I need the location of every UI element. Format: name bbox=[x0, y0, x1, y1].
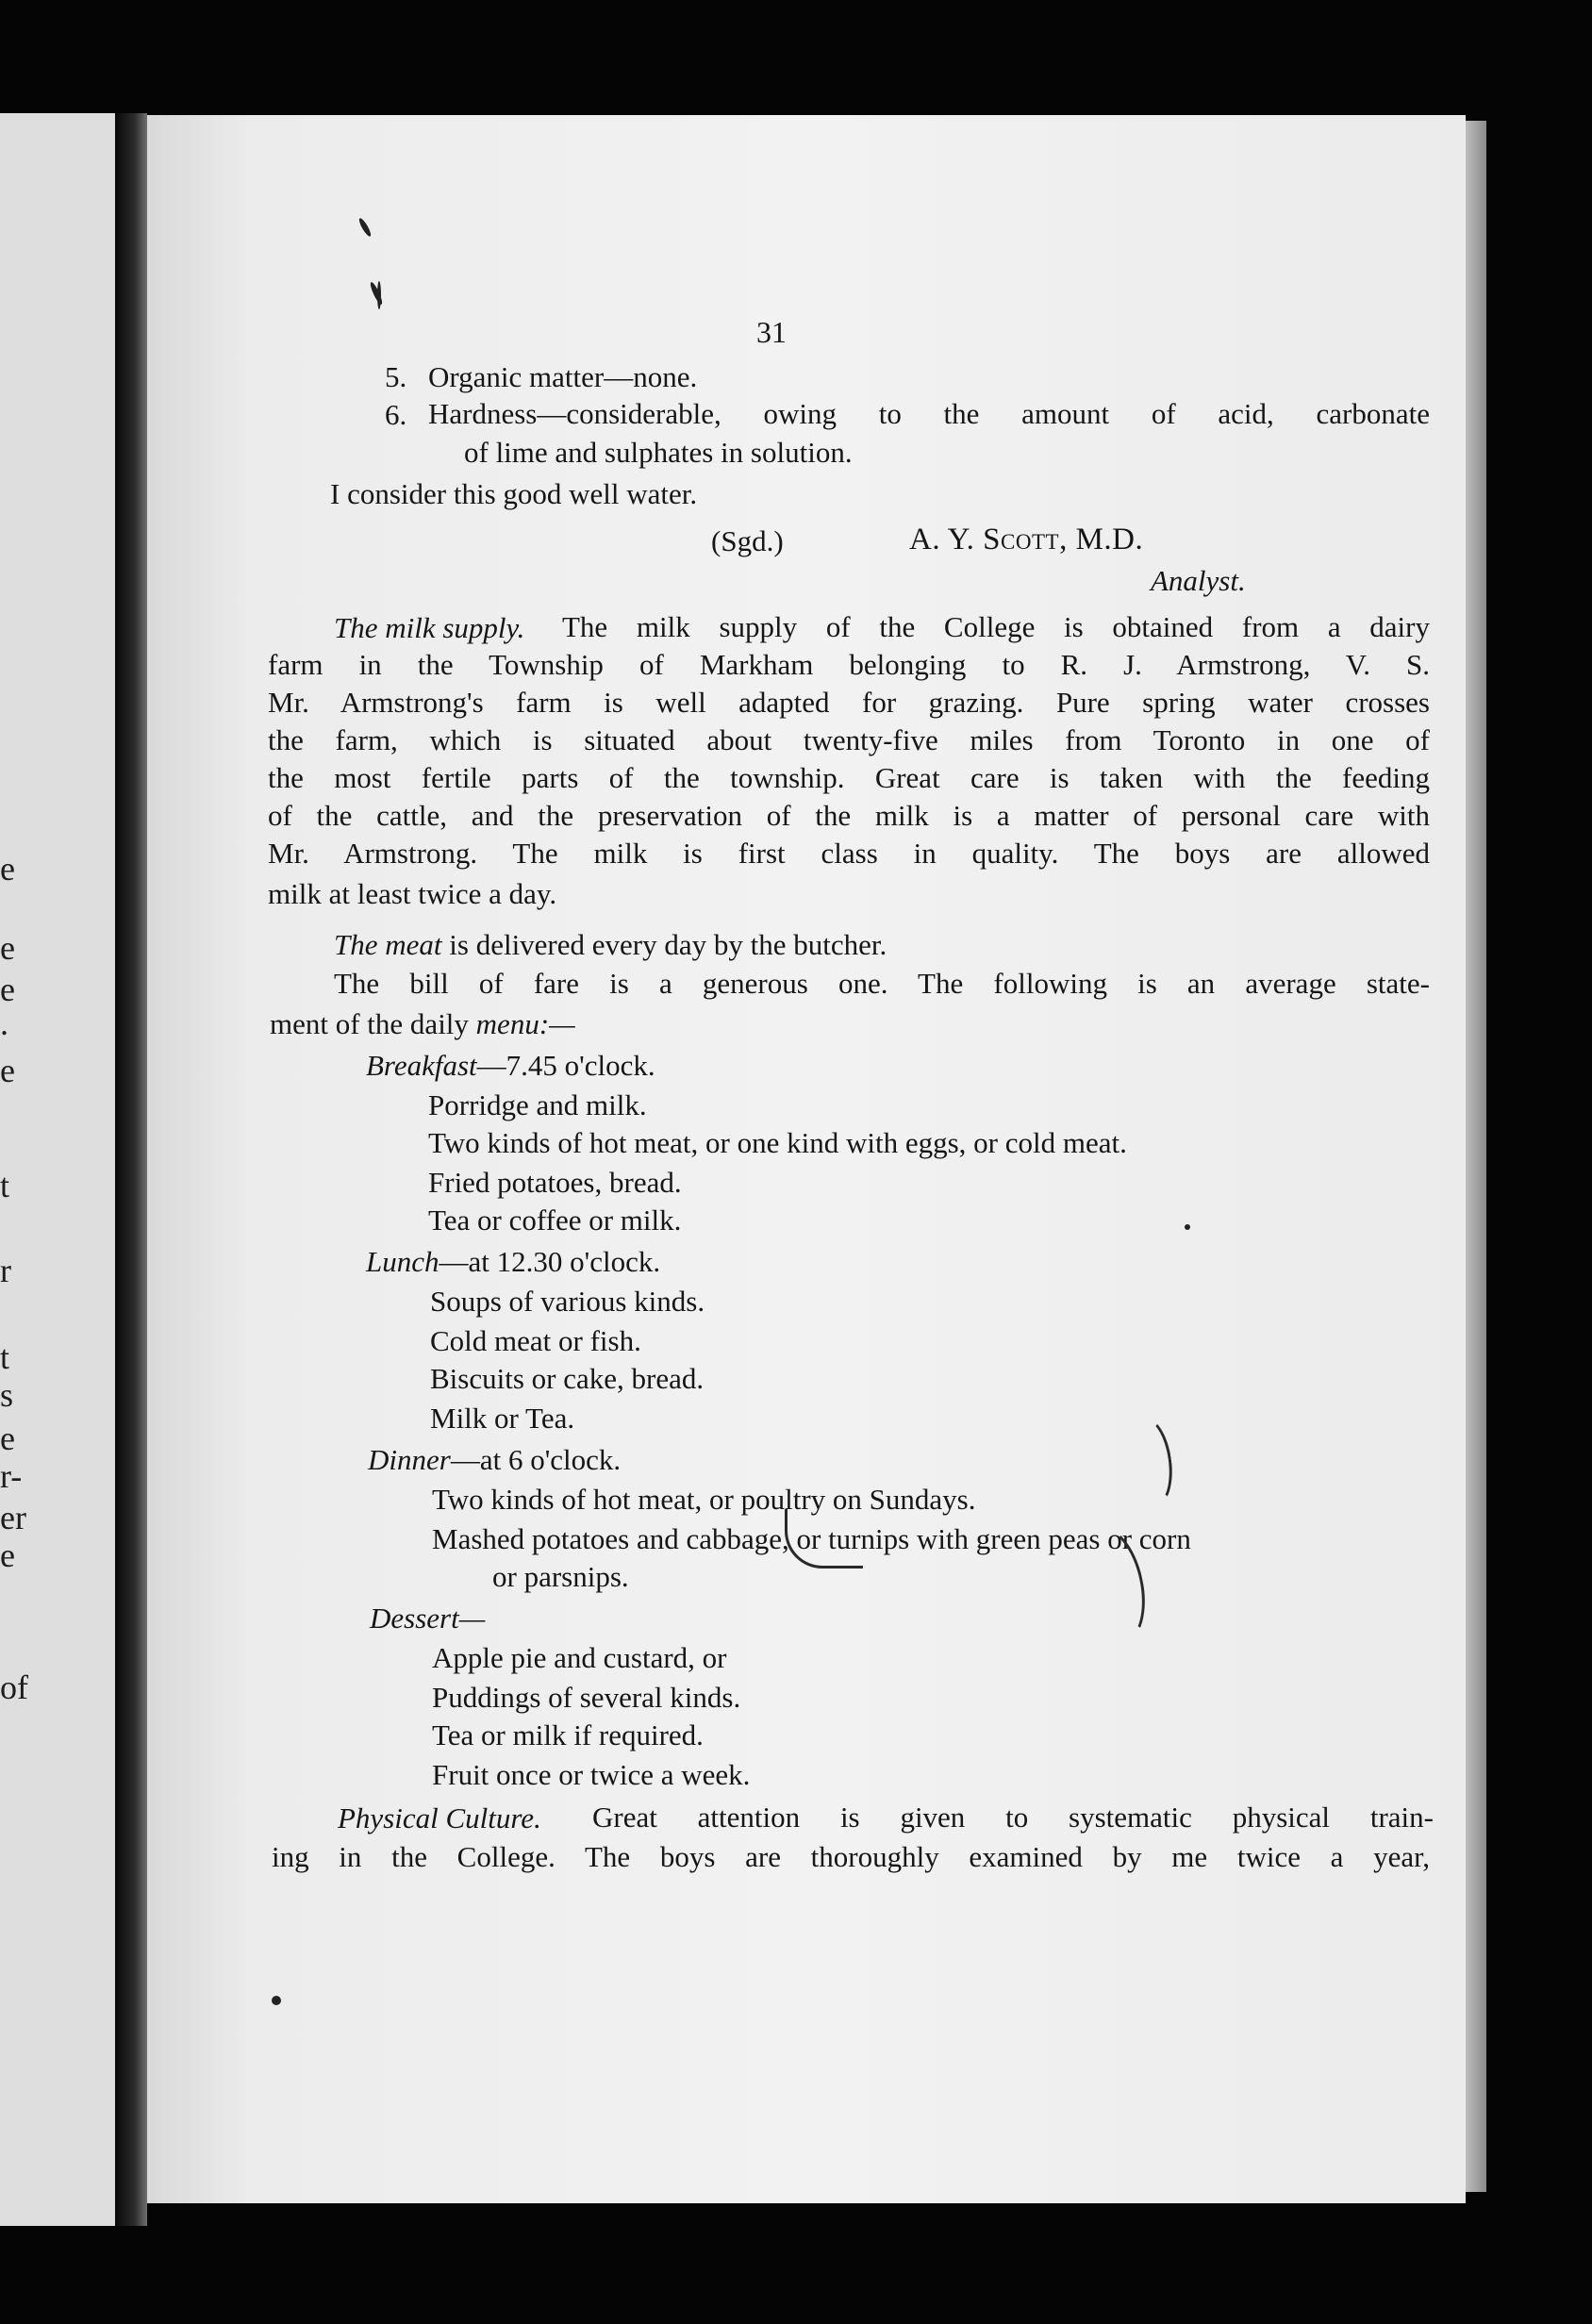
analysis-item-continuation: of lime and sulphates in solution. bbox=[464, 436, 853, 469]
menu-item: Two kinds of hot meat, or one kind with eggs, or cold meat. bbox=[428, 1126, 1127, 1159]
menu-item: Tea or milk if required. bbox=[432, 1718, 704, 1751]
menu-item: Porridge and milk. bbox=[428, 1088, 647, 1121]
facing-page-fragment: . bbox=[0, 1004, 8, 1042]
lunch-time: —at 12.30 o'clock. bbox=[439, 1245, 661, 1278]
ink-mark bbox=[369, 281, 384, 306]
milk-supply-heading-text: The milk supply. bbox=[334, 611, 525, 644]
book-gutter bbox=[115, 113, 147, 2226]
signature-sgd: (Sgd.) bbox=[711, 524, 784, 557]
facing-page-fragment: e bbox=[0, 1419, 15, 1457]
page-number: 31 bbox=[756, 315, 787, 349]
dinner-label: Dinner bbox=[368, 1443, 451, 1476]
facing-page-fragment: r bbox=[0, 1252, 11, 1289]
paragraph-line-text: ment of the daily bbox=[270, 1007, 469, 1040]
dinner-time: —at 6 o'clock. bbox=[450, 1443, 622, 1476]
menu-item: Milk or Tea. bbox=[430, 1402, 575, 1435]
milk-supply-heading bbox=[334, 613, 524, 642]
menu-word: menu:— bbox=[475, 1007, 575, 1040]
menu-item-continuation: or parsnips. bbox=[492, 1560, 629, 1593]
meat-text: is delivered every day by the butcher. bbox=[449, 928, 887, 961]
facing-page-fragment: r- bbox=[0, 1457, 23, 1495]
meat-heading: The meat bbox=[334, 928, 442, 961]
paragraph-line: Mr. Armstrong's farm is well adapted for grazing. Pure spring water crosses bbox=[268, 686, 1430, 719]
page-edge-shadow bbox=[1466, 121, 1486, 2192]
paragraph-line: ing in the College. The boys are thoroughly examined by me twice a year, bbox=[272, 1840, 1430, 1873]
menu-item: Biscuits or cake, bread. bbox=[430, 1362, 705, 1395]
paragraph-line: Mr. Armstrong. The milk is first class in quality. The boys are allowed bbox=[268, 837, 1430, 870]
paragraph-line: Great attention is given to systematic physical train- bbox=[592, 1801, 1434, 1834]
facing-page-fragment: of bbox=[0, 1668, 28, 1706]
menu-item: Puddings of several kinds. bbox=[432, 1681, 741, 1714]
bill-of-fare-line bbox=[270, 1009, 575, 1038]
facing-page-fragment: e bbox=[0, 929, 15, 967]
pencil-mark bbox=[1122, 1414, 1178, 1509]
ink-mark bbox=[272, 1996, 281, 2005]
menu-item: Apple pie and custard, or bbox=[432, 1641, 727, 1674]
paragraph-line: The milk supply of the College is obtained from a dairy bbox=[562, 610, 1430, 643]
physical-culture-heading bbox=[338, 1803, 541, 1833]
analysis-item-text: Organic matter—none. bbox=[428, 360, 698, 393]
facing-page-fragment: s bbox=[0, 1376, 14, 1414]
facing-page-fragment: e bbox=[0, 850, 15, 888]
signatory-title bbox=[1151, 566, 1246, 595]
facing-page-fragment: e bbox=[0, 1052, 15, 1089]
paragraph-line: the farm, which is situated about twenty-five miles from Toronto in one of bbox=[268, 723, 1430, 756]
ink-mark bbox=[1185, 1224, 1190, 1230]
facing-page-fragment: er bbox=[0, 1499, 26, 1536]
dessert-heading bbox=[370, 1603, 485, 1633]
analysis-item-number: 5. bbox=[385, 360, 407, 393]
menu-item: Fruit once or twice a week. bbox=[432, 1758, 751, 1791]
paragraph-line: of the cattle, and the preservation of the milk is a matter of personal care with bbox=[268, 799, 1430, 832]
breakfast-heading bbox=[366, 1051, 655, 1080]
facing-page-fragment: e bbox=[0, 1536, 15, 1574]
paragraph-line: The bill of fare is a generous one. The following is an average state- bbox=[334, 967, 1430, 1000]
meat-line bbox=[334, 930, 887, 959]
menu-item: Soups of various kinds. bbox=[430, 1285, 705, 1318]
analysis-item-number: 6. bbox=[385, 398, 407, 431]
ink-mark bbox=[357, 217, 373, 238]
signatory-name: A. Y. Scott, M.D. bbox=[909, 523, 1144, 556]
menu-item: Mashed potatoes and cabbage, or turnips with green peas or corn bbox=[432, 1522, 1191, 1555]
lunch-label: Lunch bbox=[366, 1245, 439, 1278]
physical-culture-heading-text: Physical Culture. bbox=[338, 1801, 541, 1834]
breakfast-time: —7.45 o'clock. bbox=[476, 1049, 655, 1082]
facing-page-fragment: t bbox=[0, 1338, 10, 1376]
breakfast-label: Breakfast bbox=[366, 1049, 477, 1082]
facing-page-fragment: t bbox=[0, 1167, 10, 1204]
ink-mark bbox=[377, 281, 381, 309]
menu-item: Tea or coffee or milk. bbox=[428, 1204, 682, 1237]
paragraph-line: farm in the Township of Markham belonging to R. J. Armstrong, V. S. bbox=[268, 648, 1430, 681]
dessert-label: Dessert— bbox=[370, 1602, 486, 1635]
analysis-conclusion: I consider this good well water. bbox=[330, 477, 698, 510]
facing-page-fragment: e bbox=[0, 971, 15, 1008]
pencil-mark bbox=[785, 1509, 863, 1569]
menu-item: Two kinds of hot meat, or poultry on Sundays. bbox=[432, 1483, 976, 1516]
dinner-heading bbox=[368, 1445, 621, 1474]
document-page bbox=[147, 115, 1466, 2203]
analysis-item-text: Hardness—considerable, owing to the amount of acid, carbonate bbox=[428, 397, 1430, 430]
paragraph-line: milk at least twice a day. bbox=[268, 877, 557, 910]
paragraph-line: the most fertile parts of the township. Great care is taken with the feeding bbox=[268, 761, 1430, 794]
facing-page-edge bbox=[0, 113, 115, 2226]
lunch-heading bbox=[366, 1247, 660, 1276]
menu-item: Fried potatoes, bread. bbox=[428, 1166, 682, 1199]
signatory-title-text: Analyst. bbox=[1151, 564, 1246, 597]
menu-item: Cold meat or fish. bbox=[430, 1324, 641, 1357]
